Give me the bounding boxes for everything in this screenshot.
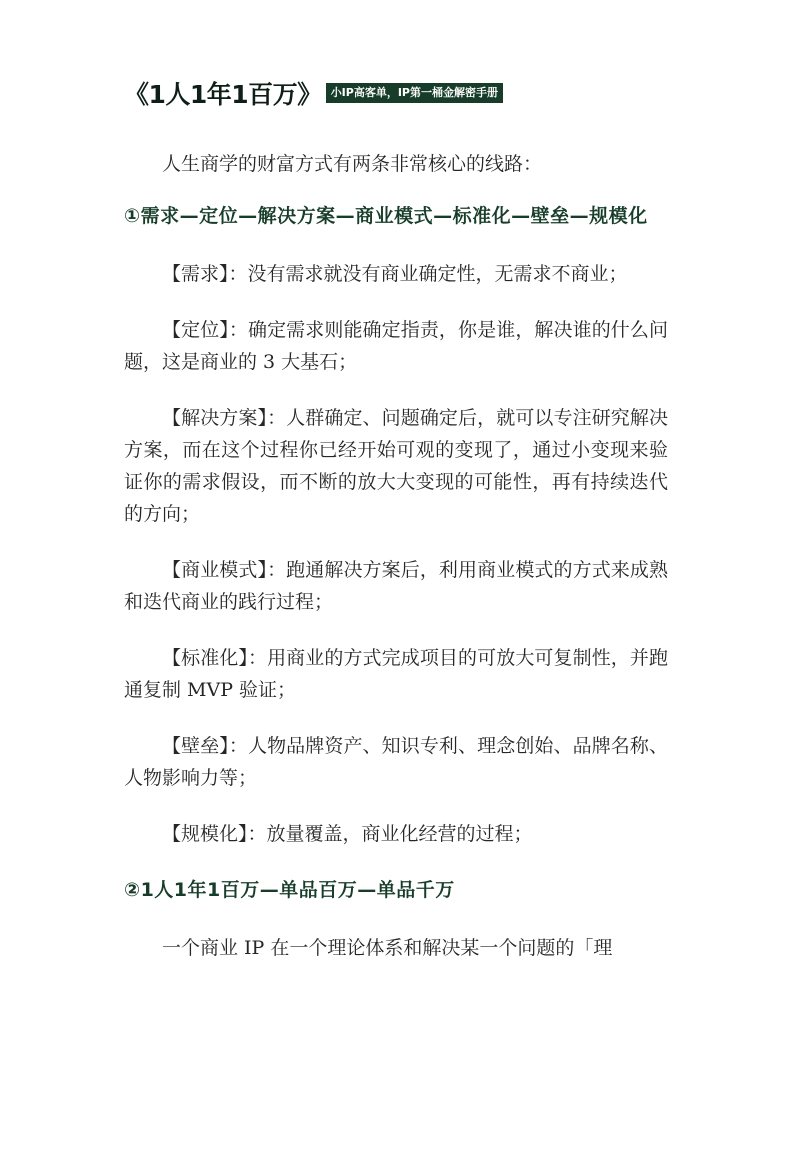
last-paragraph: 一个商业 IP 在一个理论体系和解决某一个问题的「理 — [162, 937, 613, 959]
item-label: 【壁垒】 — [162, 735, 229, 757]
item-standardization — [124, 642, 668, 706]
item-business-model — [124, 554, 668, 618]
item-solution — [124, 402, 668, 530]
intro-paragraph: 人生商学的财富方式有两条非常核心的线路： — [162, 153, 543, 175]
book-subtitle-tag: 小IP高客单，IP第一桶金解密手册 — [326, 83, 503, 103]
item-text: ：没有需求就没有商业确定性，无需求不商业； — [228, 263, 628, 285]
item-label: 【需求】 — [162, 263, 229, 285]
item-label: 【标准化】 — [162, 647, 248, 669]
item-text: ：跑通解决方案后，利用商业模式的方式来成熟和迭代商业的践行过程； — [124, 559, 668, 613]
item-text: ：人物品牌资产、知识专利、理念创始、品牌名称、人物影响力等； — [124, 735, 668, 789]
book-title: 《1人1年1百万》 — [124, 80, 322, 109]
item-text: ：人群确定、问题确定后，就可以专注研究解决方案，而在这个过程你已经开始可观的变现了，通过小变现来验证你的需求假设，而不断的放大大变现的可能性，再有持续迭代的方向； — [124, 407, 668, 525]
item-text: ：放量覆盖，商业化经营的过程； — [247, 823, 533, 845]
item-barrier — [124, 730, 668, 794]
document-header — [124, 76, 668, 110]
route1-heading: ①需求—定位—解决方案—商业模式—标准化—壁垒—规模化 — [124, 205, 648, 227]
document-page — [124, 76, 668, 964]
item-text: ：用商业的方式完成项目的可放大可复制性，并跑通复制 MVP 验证； — [124, 647, 668, 701]
item-positioning — [124, 314, 668, 378]
item-label: 【定位】 — [162, 319, 229, 341]
route2-heading: ②1人1年1百万—单品百万—单品千万 — [124, 879, 455, 901]
item-label: 【解决方案】 — [162, 407, 268, 429]
item-label: 【商业模式】 — [162, 559, 268, 581]
item-scaling — [124, 818, 668, 850]
item-label: 【规模化】 — [162, 823, 248, 845]
item-demand — [124, 258, 668, 290]
item-text: ：确定需求则能确定指责，你是谁，解决谁的什么问题，这是商业的 3 大基石； — [124, 319, 668, 373]
